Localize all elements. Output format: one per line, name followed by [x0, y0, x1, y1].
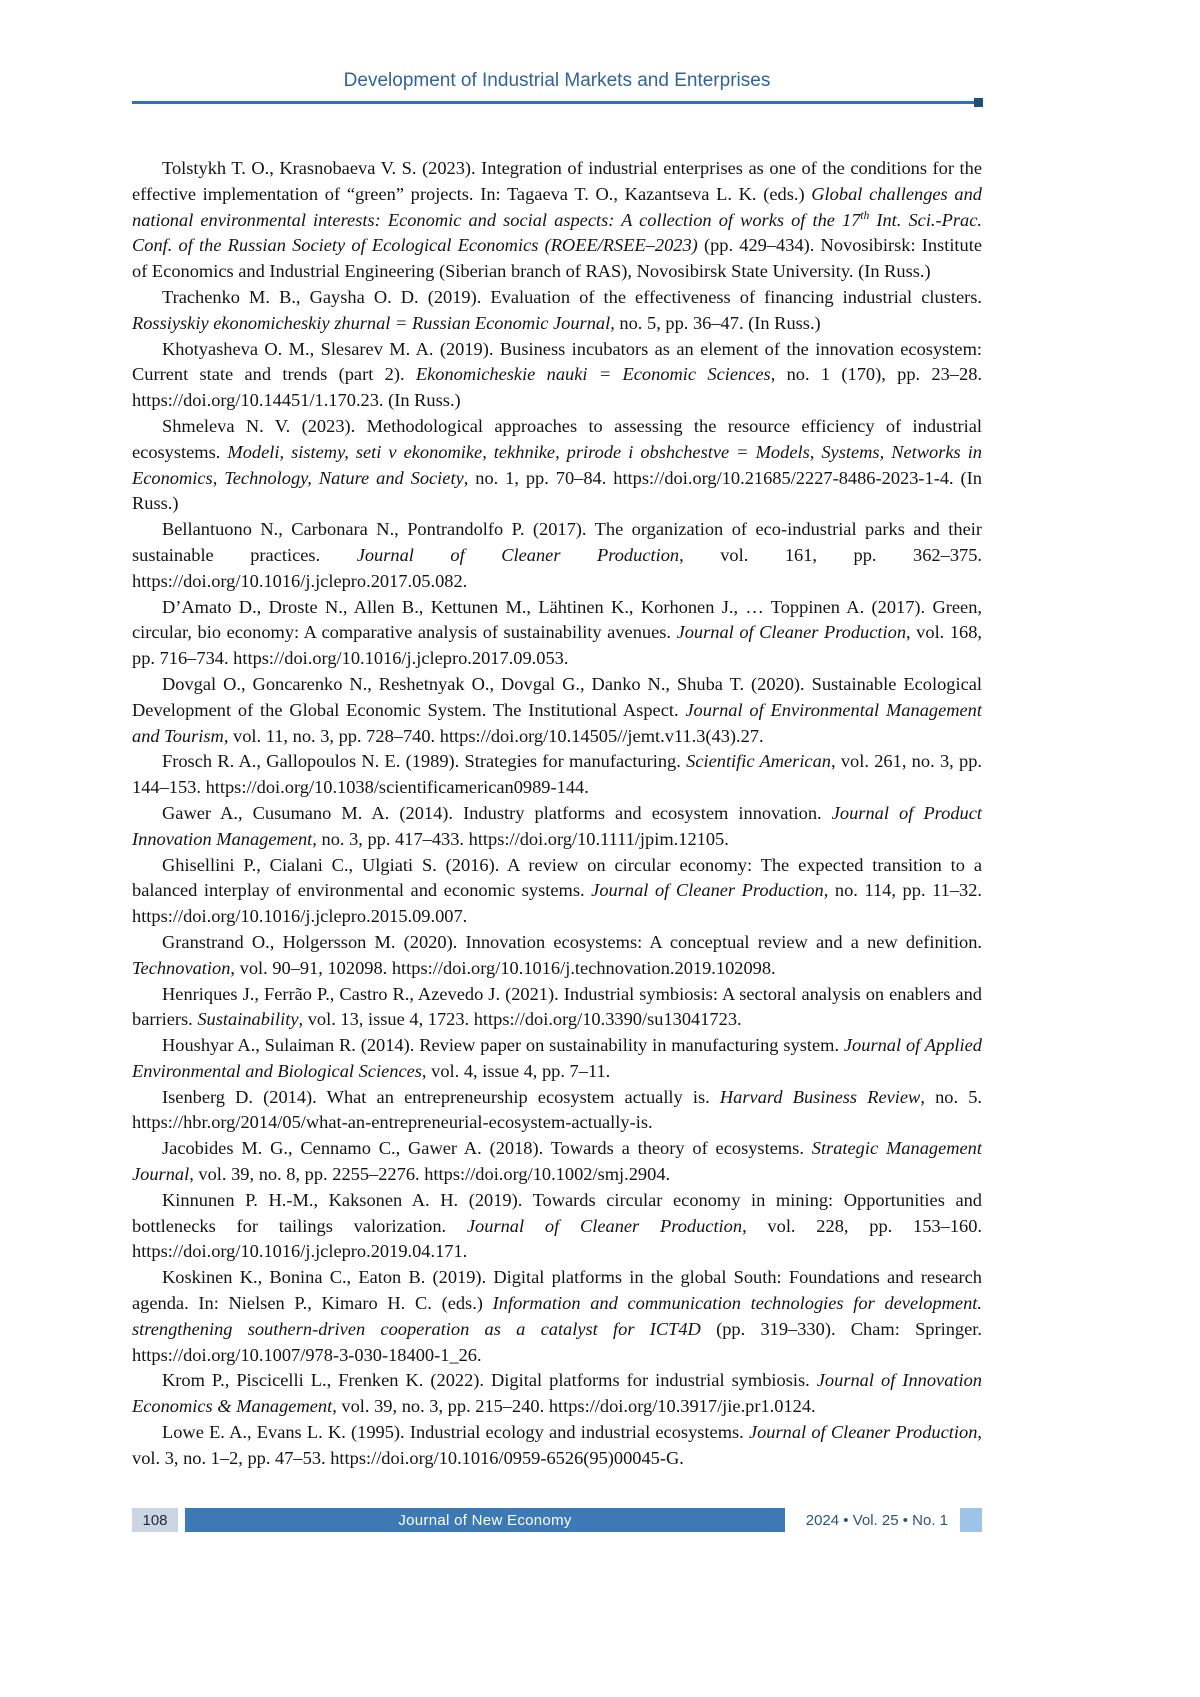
- header-rule-square: [974, 98, 983, 107]
- reference-journal-title: Technovation: [132, 957, 231, 978]
- reference-journal-title: Ekonomicheskie nauki = Economic Sciences: [415, 364, 771, 385]
- reference-item: [132, 414, 982, 517]
- reference-text: , no. 1 (170), pp. 23–28. https://doi.org/10.14451/1.170.23. (In Russ.): [132, 364, 982, 411]
- reference-item: [132, 156, 982, 285]
- reference-item: [132, 595, 982, 672]
- reference-item: [132, 801, 982, 853]
- reference-text: Isenberg D. (2014). What an entrepreneurship ecosystem actually is.: [162, 1086, 720, 1107]
- reference-journal-title: Journal of Innovation Economics & Management: [132, 1370, 982, 1417]
- reference-text: Ghisellini P., Cialani C., Ulgiati S. (2016). A review on circular economy: The expected transition to a balanced interplay of environmental and economic systems.: [132, 854, 982, 901]
- reference-item: [132, 1136, 982, 1188]
- reference-text: Granstrand O., Holgersson M. (2020). Innovation ecosystems: A conceptual review and a new definition.: [162, 931, 982, 952]
- reference-journal-title: Harvard Business Review: [719, 1086, 921, 1107]
- reference-text: , vol. 11, no. 3, pp. 728–740. https://doi.org/10.14505//jemt.v11.3(43).27.: [223, 725, 764, 746]
- footer-accent-square: [960, 1508, 982, 1532]
- reference-journal-title: Journal of Cleaner Production: [676, 622, 907, 643]
- reference-item: [132, 1368, 982, 1420]
- reference-item: [132, 337, 982, 414]
- reference-text: Kinnunen P. H.-M., Kaksonen A. H. (2019). Towards circular economy in mining: Opportunities and bottlenecks for tailings valorization.: [132, 1189, 982, 1236]
- journal-name-bar: [185, 1508, 785, 1532]
- reference-list: [132, 156, 982, 1472]
- reference-item: [132, 749, 982, 801]
- reference-journal-title: Sustainability: [197, 1009, 299, 1030]
- reference-item: [132, 1188, 982, 1265]
- reference-journal-title: Information and communication technologies for development. strengthening southern-driven cooperation as a catalyst for ICT4D: [132, 1293, 982, 1339]
- reference-text: , vol. 90–91, 102098. https://doi.org/10.1016/j.technovation.2019.102098.: [230, 957, 776, 978]
- reference-text: Trachenko M. B., Gaysha O. D. (2019). Evaluation of the effectiveness of financing industrial clusters.: [162, 286, 982, 307]
- reference-item: [132, 982, 982, 1034]
- reference-text: , vol. 168, pp. 716–734. https://doi.org/10.1016/j.jclepro.2017.09.053.: [132, 622, 983, 669]
- reference-journal-title: Journal of Product Innovation Management: [132, 802, 983, 849]
- reference-journal-title: Modeli, sistemy, seti v ekonomike, tekhnike, prirode i obshchestve = Models, Systems, Networks in Economics, Technology, Nature and Society: [132, 441, 983, 488]
- reference-text: (pp. 429–434). Novosibirsk: Institute of Economics and Industrial Engineering (Siberian branch of RAS), Novosibirsk State University. (In Russ.): [132, 235, 983, 282]
- reference-text: Tolstykh T. O., Krasnobaeva V. S. (2023). Integration of industrial enterprises as one of the conditions for the effective implementation of “green” projects. In: Tagaeva T. O., Kazantseva L. K. (eds.): [132, 158, 982, 204]
- reference-text: , vol. 13, issue 4, 1723. https://doi.org/10.3390/su13041723.: [298, 1009, 742, 1030]
- reference-text: , vol. 161, pp. 362–375. https://doi.org/10.1016/j.jclepro.2017.05.082.: [132, 544, 982, 591]
- reference-journal-title: Rossiyskiy ekonomicheskiy zhurnal = Russian Economic Journal,: [132, 312, 615, 333]
- reference-text: , vol. 4, issue 4, pp. 7–11.: [421, 1060, 611, 1081]
- reference-text: Lowe E. A., Evans L. K. (1995). Industrial ecology and industrial ecosystems.: [162, 1422, 749, 1443]
- reference-text: , no. 114, pp. 11–32. https://doi.org/10.1016/j.jclepro.2015.09.007.: [132, 880, 983, 927]
- reference-text: Gawer A., Cusumano M. A. (2014). Industry platforms and ecosystem innovation.: [162, 802, 832, 823]
- page-number: 108: [132, 1508, 178, 1532]
- reference-journal-title: Int. Sci.-Prac. Conf. of the Russian Society of Ecological Economics (ROEE/RSEE–2023): [132, 209, 982, 256]
- reference-text: , vol. 39, no. 3, pp. 215–240. https://doi.org/10.3917/jie.pr1.0124.: [332, 1396, 816, 1417]
- page-header: [132, 0, 982, 104]
- reference-text: Frosch R. A., Gallopoulos N. E. (1989). Strategies for manufacturing.: [162, 751, 687, 772]
- reference-item: [132, 1265, 982, 1368]
- reference-journal-title: Journal of Cleaner Production: [748, 1422, 978, 1443]
- reference-item: [132, 1085, 982, 1137]
- reference-text: , vol. 228, pp. 153–160. https://doi.org/10.1016/j.jclepro.2019.04.171.: [132, 1215, 983, 1262]
- reference-text: , vol. 3, no. 1–2, pp. 47–53. https://doi.org/10.1016/0959-6526(95)00045-G.: [132, 1422, 982, 1468]
- journal-name: Journal of New Economy: [398, 1511, 572, 1529]
- reference-text: , vol. 261, no. 3, pp. 144–153. https://doi.org/10.1038/scientificamerican0989-144.: [132, 751, 982, 798]
- reference-text: Shmeleva N. V. (2023). Methodological approaches to assessing the resource efficiency of industrial ecosystems.: [132, 415, 982, 462]
- page-footer: [132, 1508, 982, 1532]
- issue-info: 2024 • Vol. 25 • No. 1: [805, 1511, 948, 1529]
- reference-item: [132, 930, 982, 982]
- reference-journal-title: Journal of Cleaner Production: [466, 1215, 743, 1236]
- reference-text: vol. 39, no. 8, pp. 2255–2276. https://doi.org/10.1002/smj.2904.: [193, 1164, 671, 1185]
- reference-item: [132, 1033, 982, 1085]
- reference-journal-title: Strategic Management Journal,: [132, 1138, 982, 1185]
- reference-text: Bellantuono N., Carbonara N., Pontrandolfo P. (2017). The organization of eco-industrial parks and their sustainable practices.: [132, 519, 982, 565]
- reference-text: Krom P., Piscicelli L., Frenken K. (2022). Digital platforms for industrial symbiosis.: [162, 1370, 817, 1391]
- reference-text: D’Amato D., Droste N., Allen B., Kettunen M., Lähtinen K., Korhonen J., … Toppinen A. (2017). Green, circular, bio economy: A comparative analysis of sustainability avenues.: [132, 596, 982, 643]
- reference-journal-title: th: [860, 209, 870, 222]
- header-rule: [132, 101, 982, 104]
- running-head-title: Development of Industrial Markets and Enterprises: [343, 70, 771, 91]
- reference-journal-title: Scientific American: [686, 751, 831, 772]
- reference-text: , no. 3, pp. 417–433. https://doi.org/10.1111/jpim.12105.: [312, 828, 729, 849]
- reference-item: [132, 853, 982, 930]
- reference-text: Dovgal O., Goncarenko N., Reshetnyak O., Dovgal G., Danko N., Shuba T. (2020). Sustainable Ecological Development of the Global Economic System. The Institutional Aspect.: [132, 673, 982, 720]
- reference-text: Henriques J., Ferrão P., Castro R., Azevedo J. (2021). Industrial symbiosis: A sectoral analysis on enablers and barriers.: [132, 983, 982, 1030]
- reference-text: (pp. 319–330). Cham: Springer. https://doi.org/10.1007/978-3-030-18400-1_26.: [132, 1318, 982, 1365]
- reference-item: [132, 1420, 982, 1472]
- reference-journal-title: Journal of Cleaner Production: [591, 880, 824, 901]
- reference-text: Jacobides M. G., Cennamo C., Gawer A. (2018). Towards a theory of ecosystems.: [162, 1138, 812, 1159]
- reference-text: Khotyasheva O. M., Slesarev M. A. (2019). Business incubators as an element of the innovation ecosystem: Current state and trends (part 2).: [132, 338, 982, 385]
- reference-text: no. 5, pp. 36–47. (In Russ.): [614, 312, 821, 333]
- reference-text: Koskinen K., Bonina C., Eaton B. (2019). Digital platforms in the global South: Foundations and research agenda. In: Nielsen P., Kimaro H. C. (eds.): [132, 1267, 982, 1314]
- reference-item: [132, 672, 982, 749]
- reference-journal-title: Global challenges and national environmental interests: Economic and social aspects: A collection of works of the 17: [132, 183, 982, 230]
- reference-text: , no. 1, pp. 70–84. https://doi.org/10.21685/2227-8486-2023-1-4. (In Russ.): [132, 467, 982, 514]
- reference-journal-title: Journal of Cleaner Production: [356, 544, 680, 565]
- reference-item: [132, 285, 982, 337]
- reference-journal-title: Journal of Applied Environmental and Biological Sciences: [132, 1035, 982, 1081]
- reference-text: Houshyar A., Sulaiman R. (2014). Review paper on sustainability in manufacturing system.: [162, 1035, 844, 1056]
- reference-journal-title: Journal of Environmental Management and Tourism: [132, 699, 982, 746]
- reference-text: , no. 5. https://hbr.org/2014/05/what-an-entrepreneurial-ecosystem-actually-is.: [132, 1086, 982, 1133]
- reference-item: [132, 517, 982, 594]
